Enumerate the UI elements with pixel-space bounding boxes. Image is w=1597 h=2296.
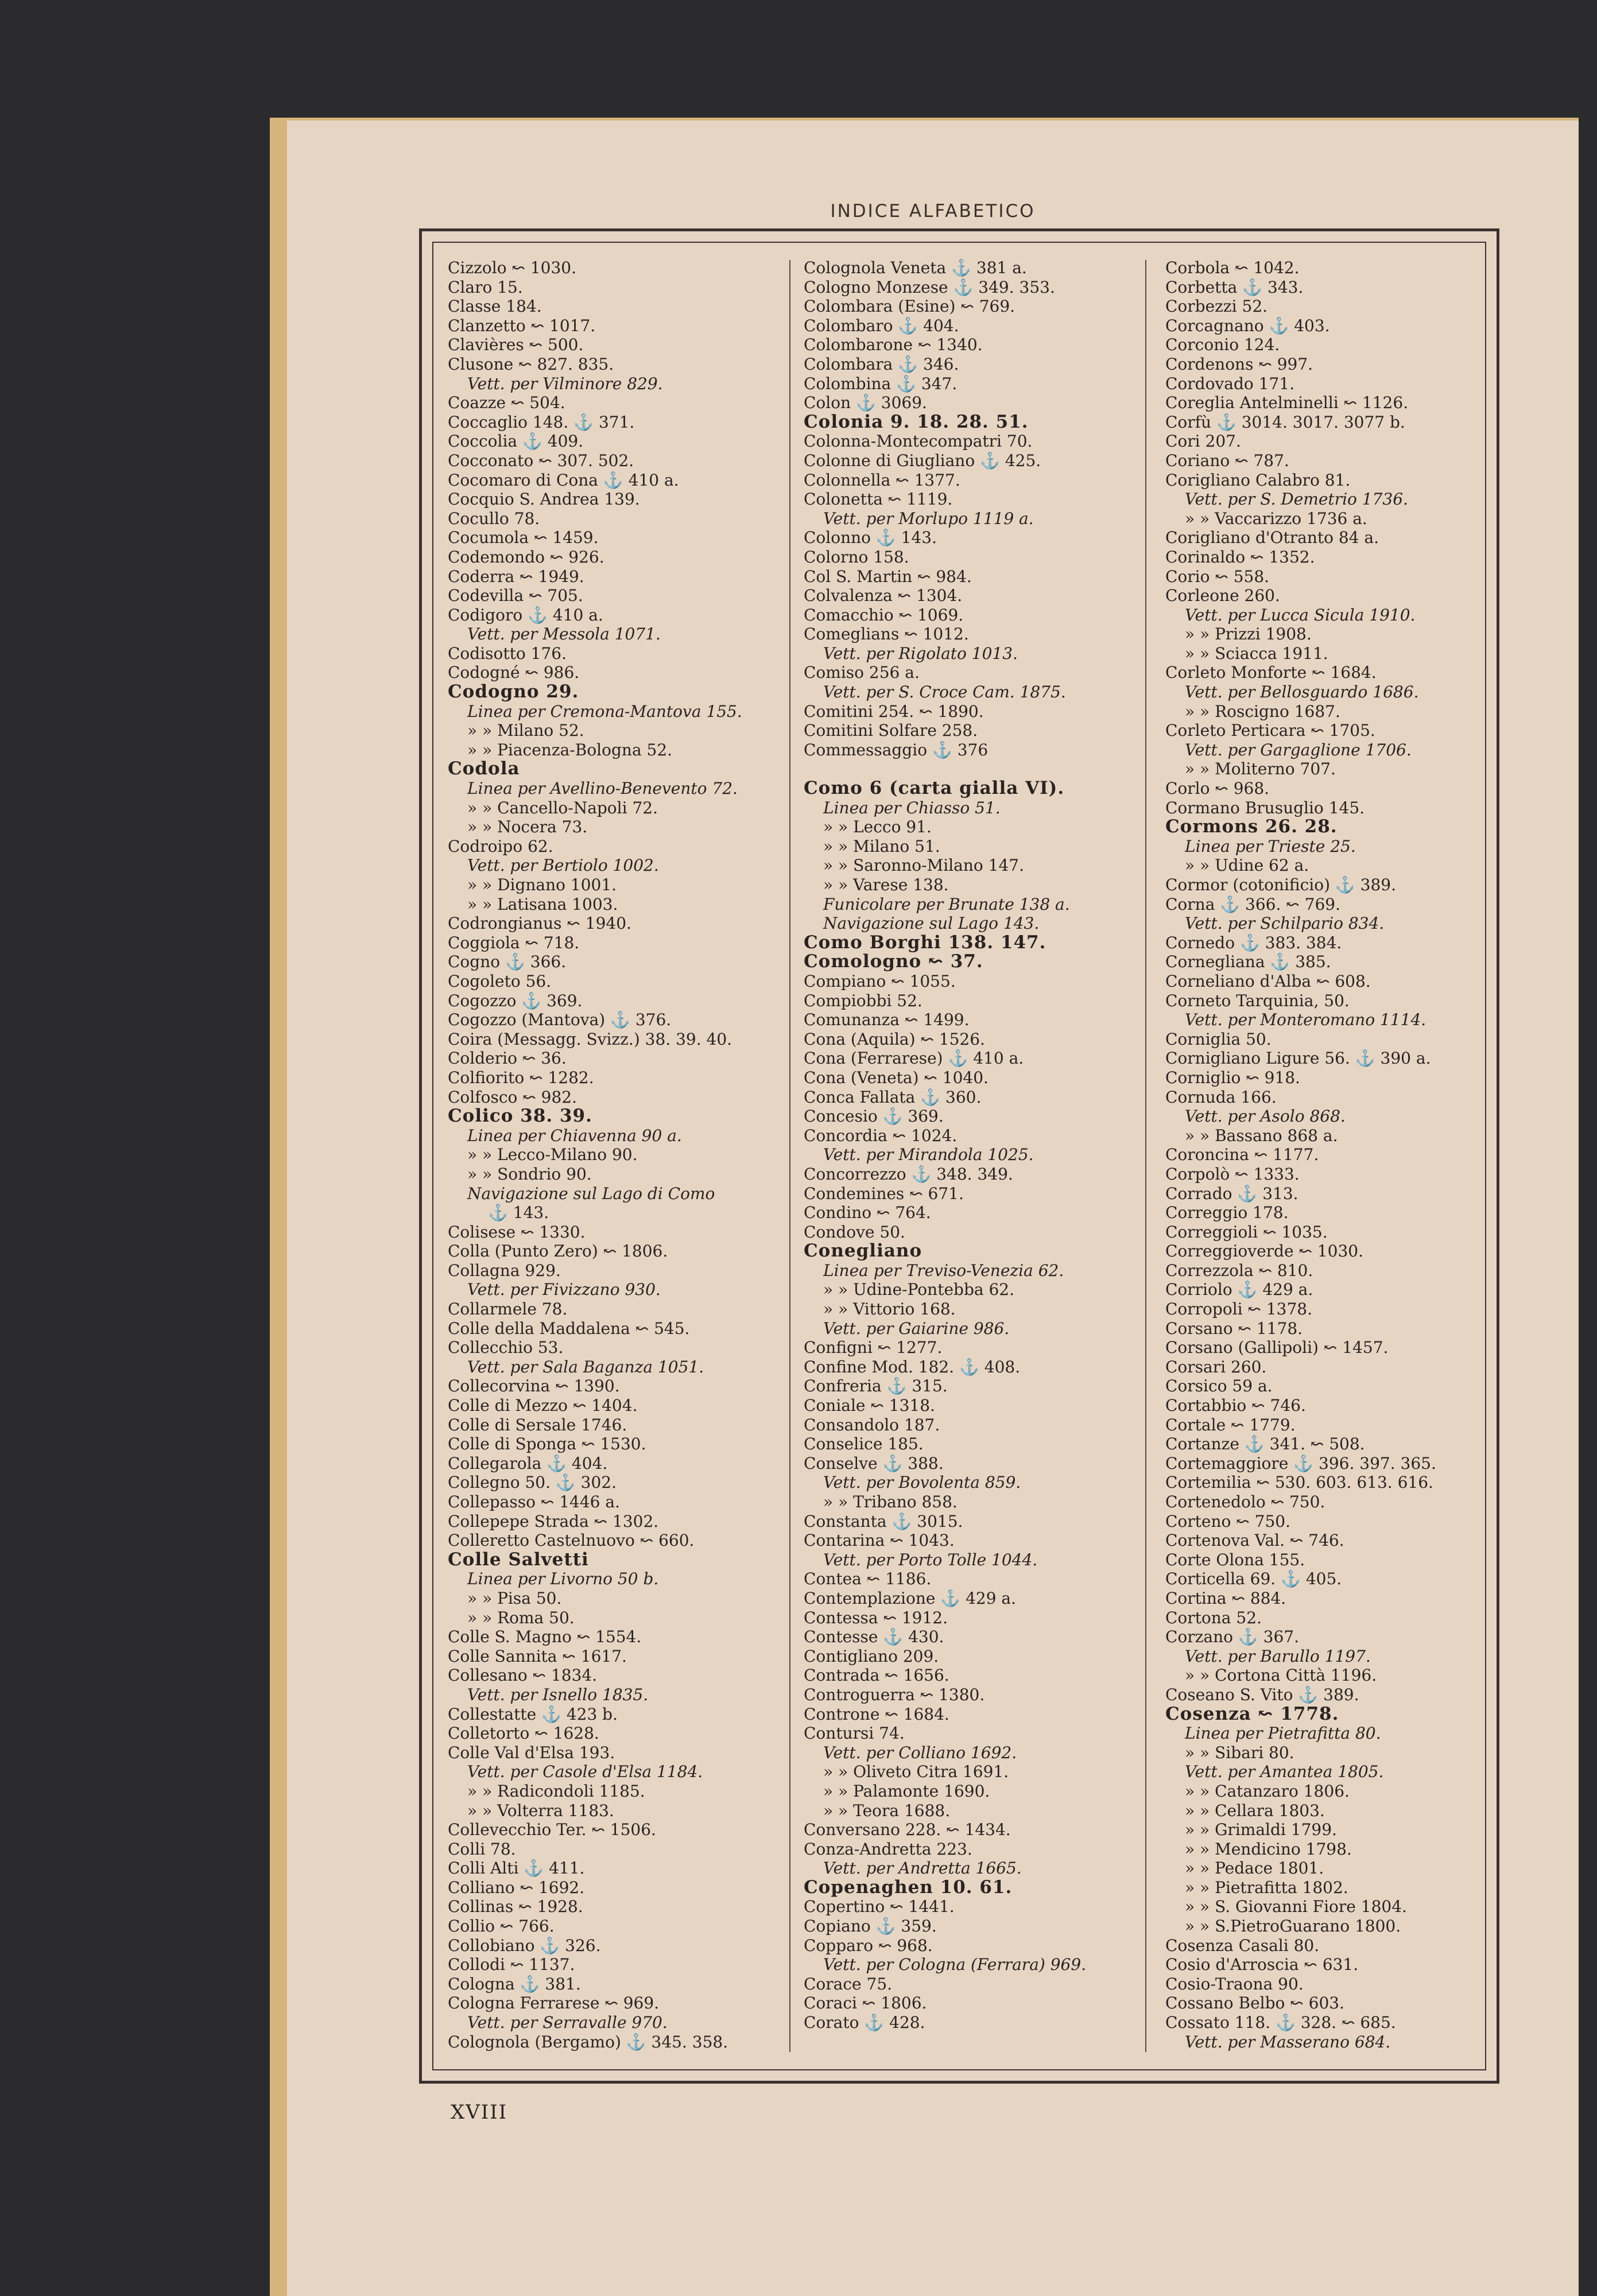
- index-entry: Copparo ↜ 968.: [804, 1936, 933, 1955]
- index-entry: Codrongianus ↜ 1940.: [448, 914, 631, 933]
- index-entry: Contesse ⚓ 430.: [804, 1627, 944, 1647]
- index-entry: » » Roscigno 1687.: [1185, 701, 1340, 721]
- index-entry: Corbezzi 52.: [1165, 297, 1268, 316]
- index-entry: » » Milano 51.: [823, 836, 940, 856]
- index-entry: Contarina ↜ 1043.: [804, 1531, 955, 1550]
- index-entry: Classe 184.: [448, 297, 542, 316]
- index-entry: Cocullo 78.: [448, 509, 540, 528]
- index-entry: Vett. per Cologna (Ferrara) 969.: [823, 1955, 1087, 1975]
- index-entry: » » Radicondoli 1185.: [467, 1781, 645, 1801]
- index-entry: » » Pietrafitta 1802.: [1185, 1878, 1348, 1897]
- index-entry: Coccaglio 148. ⚓ 371.: [448, 412, 635, 432]
- index-entry: » » Teora 1688.: [823, 1801, 951, 1820]
- index-entry: Colle di Sponga ↜ 1530.: [448, 1434, 646, 1454]
- index-entry: Cori 207.: [1165, 432, 1241, 451]
- index-entry: Vett. per Isnello 1835.: [467, 1685, 649, 1704]
- index-entry: » » Sciacca 1911.: [1185, 643, 1328, 663]
- index-entry: Cornegliana ⚓ 385.: [1165, 952, 1331, 972]
- index-entry: Coira (Messagg. Svizz.) 38. 39. 40.: [448, 1029, 732, 1049]
- index-entry: Cortemaggiore ⚓ 396. 397. 365.: [1165, 1453, 1436, 1473]
- index-entry: Linea per Chiavenna 90 a.: [467, 1126, 682, 1145]
- index-entry: Collegarola ⚓ 404.: [448, 1453, 608, 1473]
- index-entry: Cogno ⚓ 366.: [448, 952, 567, 972]
- index-entry: Cossano Belbo ↜ 603.: [1165, 1994, 1344, 2013]
- index-entry: Coccolia ⚓ 409.: [448, 432, 584, 451]
- index-entry: Corleone 260.: [1165, 586, 1280, 606]
- index-entry: » » Saronno-Milano 147.: [823, 856, 1024, 875]
- index-entry: Collevecchio Ter. ↜ 1506.: [448, 1820, 656, 1840]
- index-entry: Coseano S. Vito ⚓ 389.: [1165, 1685, 1359, 1704]
- index-entry: Cologna Ferrarese ↜ 969.: [448, 1994, 660, 2013]
- index-entry: Vett. per Fivizzano 930.: [467, 1280, 661, 1300]
- index-entry: Cona (Aquila) ↜ 1526.: [804, 1029, 985, 1049]
- index-entry: Funicolare per Brunate 138 a.: [823, 894, 1070, 914]
- index-column-2: [804, 258, 1154, 2033]
- index-entry: Corticella 69. ⚓ 405.: [1165, 1569, 1342, 1589]
- index-entry: » » Dignano 1001.: [467, 875, 617, 894]
- index-entry: Conegliano: [804, 1240, 922, 1262]
- index-entry: » » Pisa 50.: [467, 1588, 562, 1608]
- index-entry: Linea per Avellino-Benevento 72.: [467, 779, 738, 798]
- index-entry: Comologno ↜ 37.: [804, 951, 983, 972]
- index-entry: Linea per Chiasso 51.: [823, 798, 1001, 817]
- index-entry: Contursi 74.: [804, 1724, 905, 1743]
- index-entry: Condove 50.: [804, 1222, 905, 1242]
- index-entry: Cornedo ⚓ 383. 384.: [1165, 933, 1342, 952]
- index-entry: Colonno ⚓ 143.: [804, 528, 937, 548]
- index-entry: Corlo ↜ 968.: [1165, 779, 1270, 798]
- index-entry: Comitini Solfare 258.: [804, 721, 978, 740]
- index-entry: Corsano (Gallipoli) ↜ 1457.: [1165, 1338, 1389, 1358]
- index-entry: Colorno 158.: [804, 547, 909, 567]
- index-entry: Corfù ⚓ 3014. 3017. 3077 b.: [1165, 412, 1405, 432]
- index-entry: Cocomaro di Cona ⚓ 410 a.: [448, 470, 679, 490]
- index-entry: Vett. per S. Croce Cam. 1875.: [823, 682, 1066, 702]
- index-entry: Correggioli ↜ 1035.: [1165, 1222, 1328, 1242]
- index-entry: » » Mendicino 1798.: [1185, 1839, 1352, 1859]
- index-entry: Correggio 178.: [1165, 1203, 1289, 1223]
- index-entry: » » Oliveto Citra 1691.: [823, 1762, 1009, 1782]
- index-entry: Colle di Mezzo ↜ 1404.: [448, 1396, 638, 1415]
- index-entry: Corsano ↜ 1178.: [1165, 1318, 1303, 1338]
- index-entry: Collepasso ↜ 1446 a.: [448, 1492, 620, 1511]
- index-entry: Navigazione sul Lago di Como: [467, 1184, 715, 1203]
- index-entry: Cormor (cotonificio) ⚓ 389.: [1165, 875, 1397, 894]
- index-entry: Vett. per Morlupo 1119 a.: [823, 509, 1034, 528]
- index-entry: Linea per Livorno 50 b.: [467, 1569, 659, 1589]
- index-entry: Corsari 260.: [1165, 1357, 1267, 1376]
- index-entry: Configni ↜ 1277.: [804, 1338, 943, 1358]
- index-entry: » » Milano 52.: [467, 721, 584, 740]
- index-entry: Cortanze ⚓ 341. ↜ 508.: [1165, 1434, 1365, 1454]
- index-entry: Coazze ↜ 504.: [448, 393, 565, 413]
- index-entry: Vett. per Barullo 1197.: [1185, 1646, 1371, 1666]
- index-entry: » » Pedace 1801.: [1185, 1859, 1324, 1878]
- index-entry: Vett. per Gargaglione 1706.: [1185, 740, 1412, 759]
- index-entry: ⚓ 143.: [488, 1203, 549, 1223]
- index-entry: » » S. Giovanni Fiore 1804.: [1185, 1897, 1407, 1917]
- index-entry: Colfiorito ↜ 1282.: [448, 1068, 594, 1087]
- index-entry: Comunanza ↜ 1499.: [804, 1010, 970, 1030]
- index-entry: Coriano ↜ 787.: [1165, 451, 1289, 470]
- index-entry: Conca Fallata ⚓ 360.: [804, 1087, 982, 1107]
- index-entry: » » Palamonte 1690.: [823, 1781, 990, 1801]
- index-entry: » » Vittorio 168.: [823, 1300, 956, 1319]
- index-entry: Colleretto Castelnuovo ↜ 660.: [448, 1531, 695, 1550]
- page-header: INDICE ALFABETICO: [830, 201, 1036, 222]
- index-entry: » » Sondrio 90.: [467, 1164, 592, 1184]
- index-entry: Corrado ⚓ 313.: [1165, 1184, 1298, 1203]
- index-entry: Colombaro ⚓ 404.: [804, 316, 959, 335]
- index-entry: Cortabbio ↜ 746.: [1165, 1396, 1306, 1415]
- index-entry: Comacchio ↜ 1069.: [804, 605, 964, 625]
- index-entry: Colle Val d'Elsa 193.: [448, 1743, 615, 1762]
- index-entry: Controguerra ↜ 1380.: [804, 1685, 985, 1704]
- index-entry: [804, 759, 1154, 779]
- index-entry: » » Roma 50.: [467, 1608, 575, 1627]
- index-entry: Colletorto ↜ 1628.: [448, 1724, 599, 1743]
- index-entry: Collecorvina ↜ 1390.: [448, 1376, 620, 1396]
- index-entry: Colla (Punto Zero) ↜ 1806.: [448, 1242, 668, 1261]
- index-entry: Confine Mod. 182. ⚓ 408.: [804, 1357, 1021, 1376]
- index-entry: Vett. per Rigolato 1013.: [823, 643, 1018, 663]
- index-entry: Codemondo ↜ 926.: [448, 547, 604, 567]
- index-entry: Vett. per Amantea 1805.: [1185, 1762, 1384, 1782]
- index-entry: Vett. per S. Demetrio 1736.: [1185, 490, 1408, 509]
- index-entry: Condemines ↜ 671.: [804, 1184, 964, 1203]
- index-entry: » » Cancello-Napoli 72.: [467, 798, 658, 817]
- index-entry: Cogoleto 56.: [448, 971, 552, 991]
- index-entry: » » Piacenza-Bologna 52.: [467, 740, 673, 759]
- index-entry: Vett. per Lucca Sicula 1910.: [1185, 605, 1416, 625]
- index-entry: Clusone ↜ 827. 835.: [448, 354, 614, 374]
- index-entry: Vett. per Colliano 1692.: [823, 1743, 1017, 1762]
- index-entry: Cosio-Traona 90.: [1165, 1974, 1304, 1994]
- index-entry: Colonetta ↜ 1119.: [804, 490, 953, 509]
- index-entry: » » Latisana 1003.: [467, 894, 618, 914]
- index-entry: Colle di Sersale 1746.: [448, 1415, 627, 1434]
- page-folio: XVIII: [451, 2101, 508, 2124]
- index-entry: Cologna ⚓ 381.: [448, 1974, 581, 1994]
- index-entry: Cortona 52.: [1165, 1608, 1262, 1627]
- index-entry: Cocumola ↜ 1459.: [448, 528, 599, 548]
- index-entry: Collodi ↜ 1137.: [448, 1955, 575, 1975]
- index-entry: Linea per Cremona-Mantova 155.: [467, 701, 742, 721]
- index-entry: Copertino ↜ 1441.: [804, 1897, 955, 1917]
- index-entry: Collio ↜ 766.: [448, 1917, 555, 1936]
- index-entry: Colombarone ↜ 1340.: [804, 335, 983, 355]
- index-entry: Colle Salvetti: [448, 1549, 589, 1570]
- index-entry: Linea per Treviso-Venezia 62.: [823, 1261, 1064, 1280]
- index-entry: » » Volterra 1183.: [467, 1801, 614, 1820]
- index-entry: Corropoli ↜ 1378.: [1165, 1300, 1313, 1319]
- index-entry: Coreglia Antelminelli ↜ 1126.: [1165, 393, 1409, 413]
- index-entry: Comiso 256 a.: [804, 663, 920, 682]
- index-entry: Codogné ↜ 986.: [448, 663, 580, 682]
- index-entry: Cortemilia ↜ 530. 603. 613. 616.: [1165, 1473, 1433, 1492]
- index-entry: Corigliano d'Otranto 84 a.: [1165, 528, 1379, 548]
- index-entry: Colisese ↜ 1330.: [448, 1222, 586, 1242]
- document-page: [287, 121, 1579, 2296]
- index-entry: Cizzolo ↜ 1030.: [448, 258, 576, 277]
- index-entry: Corniglia 50.: [1165, 1029, 1272, 1049]
- index-entry: Cogozzo ⚓ 369.: [448, 991, 583, 1010]
- index-entry: Vett. per Masserano 684.: [1185, 2032, 1391, 2051]
- index-entry: Collinas ↜ 1928.: [448, 1897, 583, 1917]
- index-entry: Consandolo 187.: [804, 1415, 940, 1434]
- index-entry: Cona (Ferrarese) ⚓ 410 a.: [804, 1049, 1024, 1068]
- index-entry: Coniale ↜ 1318.: [804, 1396, 935, 1415]
- index-entry: Cortenova Val. ↜ 746.: [1165, 1531, 1344, 1550]
- index-entry: Corniglio ↜ 918.: [1165, 1068, 1300, 1087]
- index-entry: Como 6 (carta gialla VI).: [804, 778, 1065, 799]
- index-entry: » » Nocera 73.: [467, 817, 588, 837]
- index-entry: Vett. per Serravalle 970.: [467, 2013, 668, 2033]
- index-entry: Codogno 29.: [448, 681, 579, 703]
- index-entry: Coggiola ↜ 718.: [448, 933, 580, 952]
- index-entry: » » S.PietroGuarano 1800.: [1185, 1917, 1401, 1936]
- index-entry: Correzzola ↜ 810.: [1165, 1261, 1313, 1280]
- index-entry: Vett. per Mirandola 1025.: [823, 1145, 1034, 1165]
- index-entry: Cormons 26. 28.: [1165, 816, 1338, 837]
- index-entry: Corace 75.: [804, 1974, 893, 1994]
- index-entry: Codroipo 62.: [448, 836, 553, 856]
- index-entry: Colli 78.: [448, 1839, 516, 1859]
- index-entry: » » Bassano 868 a.: [1185, 1126, 1338, 1145]
- index-entry: Cossato 118. ⚓ 328. ↜ 685.: [1165, 2013, 1396, 2033]
- index-entry: Collobiano ⚓ 326.: [448, 1936, 601, 1955]
- index-entry: » » Vaccarizzo 1736 a.: [1185, 509, 1367, 528]
- index-entry: Cocquio S. Andrea 139.: [448, 490, 640, 509]
- index-entry: Conza-Andretta 223.: [804, 1839, 972, 1859]
- index-entry: Copiano ⚓ 359.: [804, 1917, 937, 1936]
- index-entry: Corna ⚓ 366. ↜ 769.: [1165, 894, 1341, 914]
- index-entry: Corbola ↜ 1042.: [1165, 258, 1300, 277]
- index-entry: Cogozzo (Mantova) ⚓ 376.: [448, 1010, 672, 1030]
- index-entry: Colonnella ↜ 1377.: [804, 470, 960, 490]
- index-entry: Vett. per Schilpario 834.: [1185, 914, 1385, 933]
- index-entry: Corato ⚓ 428.: [804, 2013, 925, 2033]
- index-entry: Comeglians ↜ 1012.: [804, 625, 969, 644]
- index-entry: Coraci ↜ 1806.: [804, 1994, 927, 2013]
- index-entry: Corneto Tarquinia, 50.: [1165, 991, 1350, 1010]
- index-entry: Cordenons ↜ 997.: [1165, 354, 1313, 374]
- index-entry: » » Moliterno 707.: [1185, 759, 1336, 779]
- index-entry: Constanta ⚓ 3015.: [804, 1511, 963, 1531]
- index-entry: Colonne di Giugliano ⚓ 425.: [804, 451, 1041, 470]
- index-entry: Commessaggio ⚓ 376: [804, 740, 989, 759]
- index-entry: Vett. per Asolo 868.: [1185, 1107, 1346, 1126]
- index-entry: Corsico 59 a.: [1165, 1376, 1273, 1396]
- index-entry: Corio ↜ 558.: [1165, 567, 1270, 586]
- index-entry: Navigazione sul Lago 143.: [823, 914, 1040, 933]
- index-entry: Corleto Perticara ↜ 1705.: [1165, 721, 1375, 740]
- index-entry: Clanzetto ↜ 1017.: [448, 316, 596, 335]
- index-column-1: [448, 258, 792, 2051]
- index-entry: Conversano 228. ↜ 1434.: [804, 1820, 1011, 1840]
- index-entry: Corcagnano ⚓ 403.: [1165, 316, 1330, 335]
- index-entry: Cortina ↜ 884.: [1165, 1588, 1286, 1608]
- index-entry: Cocconato ↜ 307. 502.: [448, 451, 634, 470]
- index-entry: » » Udine-Pontebba 62.: [823, 1280, 1014, 1300]
- index-entry: Codevilla ↜ 705.: [448, 586, 583, 606]
- index-entry: » » Udine 62 a.: [1185, 856, 1309, 875]
- index-entry: Cosio d'Arroscia ↜ 631.: [1165, 1955, 1359, 1975]
- index-entry: Concesio ⚓ 369.: [804, 1107, 944, 1126]
- index-entry: » » Prizzi 1908.: [1185, 625, 1312, 644]
- index-entry: » » Grimaldi 1799.: [1185, 1820, 1337, 1840]
- index-entry: » » Catanzaro 1806.: [1185, 1781, 1350, 1801]
- index-entry: Cosenza Casali 80.: [1165, 1936, 1320, 1955]
- index-entry: Corinaldo ↜ 1352.: [1165, 547, 1315, 567]
- index-entry: Colonia 9. 18. 28. 51.: [804, 411, 1029, 432]
- index-entry: Vett. per Bellosguardo 1686.: [1185, 682, 1419, 702]
- index-entry: » » Sibari 80.: [1185, 1743, 1294, 1762]
- index-entry: Corriolo ⚓ 429 a.: [1165, 1280, 1313, 1300]
- index-entry: Vett. per Andretta 1665.: [823, 1859, 1022, 1878]
- index-entry: Conselve ⚓ 388.: [804, 1453, 944, 1473]
- index-entry: Cornigliano Ligure 56. ⚓ 390 a.: [1165, 1049, 1431, 1068]
- index-entry: Corte Olona 155.: [1165, 1550, 1305, 1569]
- index-entry: Cormano Brusuglio 145.: [1165, 798, 1365, 817]
- index-entry: Collarmele 78.: [448, 1300, 568, 1319]
- index-entry: Cortenedolo ↜ 750.: [1165, 1492, 1325, 1511]
- index-entry: Cordovado 171.: [1165, 374, 1294, 393]
- index-entry: Cona (Veneta) ↜ 1040.: [804, 1068, 989, 1087]
- index-entry: Confreria ⚓ 315.: [804, 1376, 948, 1396]
- index-entry: Contessa ↜ 1912.: [804, 1608, 948, 1627]
- index-entry: Contemplazione ⚓ 429 a.: [804, 1588, 1017, 1608]
- index-entry: Colle S. Magno ↜ 1554.: [448, 1627, 642, 1647]
- index-entry: Conselice 185.: [804, 1434, 924, 1454]
- index-entry: Codigoro ⚓ 410 a.: [448, 605, 603, 625]
- index-entry: Condino ↜ 764.: [804, 1203, 931, 1223]
- index-entry: » » Cellara 1803.: [1185, 1801, 1325, 1820]
- index-entry: Colle della Maddalena ↜ 545.: [448, 1318, 690, 1338]
- index-entry: Collecchio 53.: [448, 1338, 564, 1358]
- index-entry: Colico 38. 39.: [448, 1106, 592, 1127]
- index-entry: Corteno ↜ 750.: [1165, 1511, 1290, 1531]
- index-entry: » » Tribano 858.: [823, 1492, 958, 1511]
- index-entry: Codisotto 176.: [448, 643, 567, 663]
- index-entry: Contigliano 209.: [804, 1646, 939, 1666]
- index-entry: Coderra ↜ 1949.: [448, 567, 584, 586]
- index-entry: Vett. per Gaiarine 986.: [823, 1318, 1010, 1338]
- index-entry: Corzano ⚓ 367.: [1165, 1627, 1300, 1647]
- index-entry: Cornuda 166.: [1165, 1087, 1277, 1107]
- index-entry: Colognola (Bergamo) ⚓ 345. 358.: [448, 2032, 728, 2051]
- index-entry: Vett. per Casole d'Elsa 1184.: [467, 1762, 703, 1782]
- index-entry: Colognola Veneta ⚓ 381 a.: [804, 258, 1027, 277]
- index-entry: » » Varese 138.: [823, 875, 949, 894]
- index-entry: Controne ↜ 1684.: [804, 1704, 949, 1724]
- index-entry: Colfosco ↜ 982.: [448, 1087, 577, 1107]
- index-entry: Colombara (Esine) ↜ 769.: [804, 297, 1015, 316]
- index-entry: Colombara ⚓ 346.: [804, 354, 959, 374]
- index-entry: » » Lecco 91.: [823, 817, 932, 837]
- index-entry: Colderio ↜ 36.: [448, 1049, 567, 1068]
- index-entry: Vett. per Monteromano 1114.: [1185, 1010, 1427, 1030]
- index-entry: Collesano ↜ 1834.: [448, 1666, 598, 1685]
- index-entry: Clavières ↜ 500.: [448, 335, 584, 355]
- index-entry: Colon ⚓ 3069.: [804, 393, 927, 413]
- index-entry: Vett. per Messola 1071.: [467, 625, 661, 644]
- index-column-3: [1165, 258, 1510, 2051]
- index-entry: Colvalenza ↜ 1304.: [804, 586, 963, 606]
- index-entry: Vett. per Porto Tolle 1044.: [823, 1550, 1038, 1569]
- index-entry: Cosenza ↜ 1778.: [1165, 1703, 1339, 1724]
- index-entry: Collegno 50. ⚓ 302.: [448, 1473, 617, 1492]
- index-entry: Concorrezzo ⚓ 348. 349.: [804, 1164, 1013, 1184]
- index-entry: Colliano ↜ 1692.: [448, 1878, 585, 1897]
- index-entry: Claro 15.: [448, 277, 523, 297]
- index-entry: Vett. per Vilminore 829.: [467, 374, 663, 393]
- index-entry: Linea per Pietrafitta 80.: [1185, 1724, 1381, 1743]
- index-entry: Compiano ↜ 1055.: [804, 971, 956, 991]
- index-entry: Colli Alti ⚓ 411.: [448, 1859, 585, 1878]
- index-entry: Corpolò ↜ 1333.: [1165, 1164, 1300, 1184]
- index-entry: Corconio 124.: [1165, 335, 1280, 355]
- index-entry: Corneliano d'Alba ↜ 608.: [1165, 971, 1371, 991]
- index-entry: Colombina ⚓ 347.: [804, 374, 958, 393]
- index-entry: Corbetta ⚓ 343.: [1165, 277, 1304, 297]
- index-entry: Contrada ↜ 1656.: [804, 1666, 949, 1685]
- index-entry: Collepepe Strada ↜ 1302.: [448, 1511, 659, 1531]
- index-entry: Copenaghen 10. 61.: [804, 1876, 1013, 1898]
- index-entry: » » Lecco-Milano 90.: [467, 1145, 638, 1165]
- index-entry: Compiobbi 52.: [804, 991, 922, 1010]
- index-entry: Concordia ↜ 1024.: [804, 1126, 958, 1145]
- index-entry: Como Borghi 138. 147.: [804, 932, 1046, 953]
- index-entry: Corigliano Calabro 81.: [1165, 470, 1351, 490]
- index-entry: » » Cortona Città 1196.: [1185, 1666, 1377, 1685]
- index-entry: Colonna-Montecompatri 70.: [804, 432, 1033, 451]
- index-entry: Comitini 254. ↜ 1890.: [804, 701, 984, 721]
- index-entry: Colle Sannita ↜ 1617.: [448, 1646, 627, 1666]
- index-entry: Corleto Monforte ↜ 1684.: [1165, 663, 1377, 682]
- index-entry: Cologno Monzese ⚓ 349. 353.: [804, 277, 1055, 297]
- index-entry: Collagna 929.: [448, 1261, 561, 1280]
- index-entry: Codola: [448, 758, 520, 779]
- index-entry: Contea ↜ 1186.: [804, 1569, 932, 1589]
- index-entry: Linea per Trieste 25.: [1185, 836, 1356, 856]
- index-entry: Correggioverde ↜ 1030.: [1165, 1242, 1363, 1261]
- index-entry: Col S. Martin ↜ 984.: [804, 567, 972, 586]
- index-entry: Vett. per Sala Baganza 1051.: [467, 1357, 704, 1376]
- index-entry: Coroncina ↜ 1177.: [1165, 1145, 1319, 1165]
- index-entry: Collestatte ⚓ 423 b.: [448, 1704, 618, 1724]
- index-entry: Cortale ↜ 1779.: [1165, 1415, 1296, 1434]
- index-entry: Vett. per Bovolenta 859.: [823, 1473, 1021, 1492]
- index-entry: Vett. per Bertiolo 1002.: [467, 856, 659, 875]
